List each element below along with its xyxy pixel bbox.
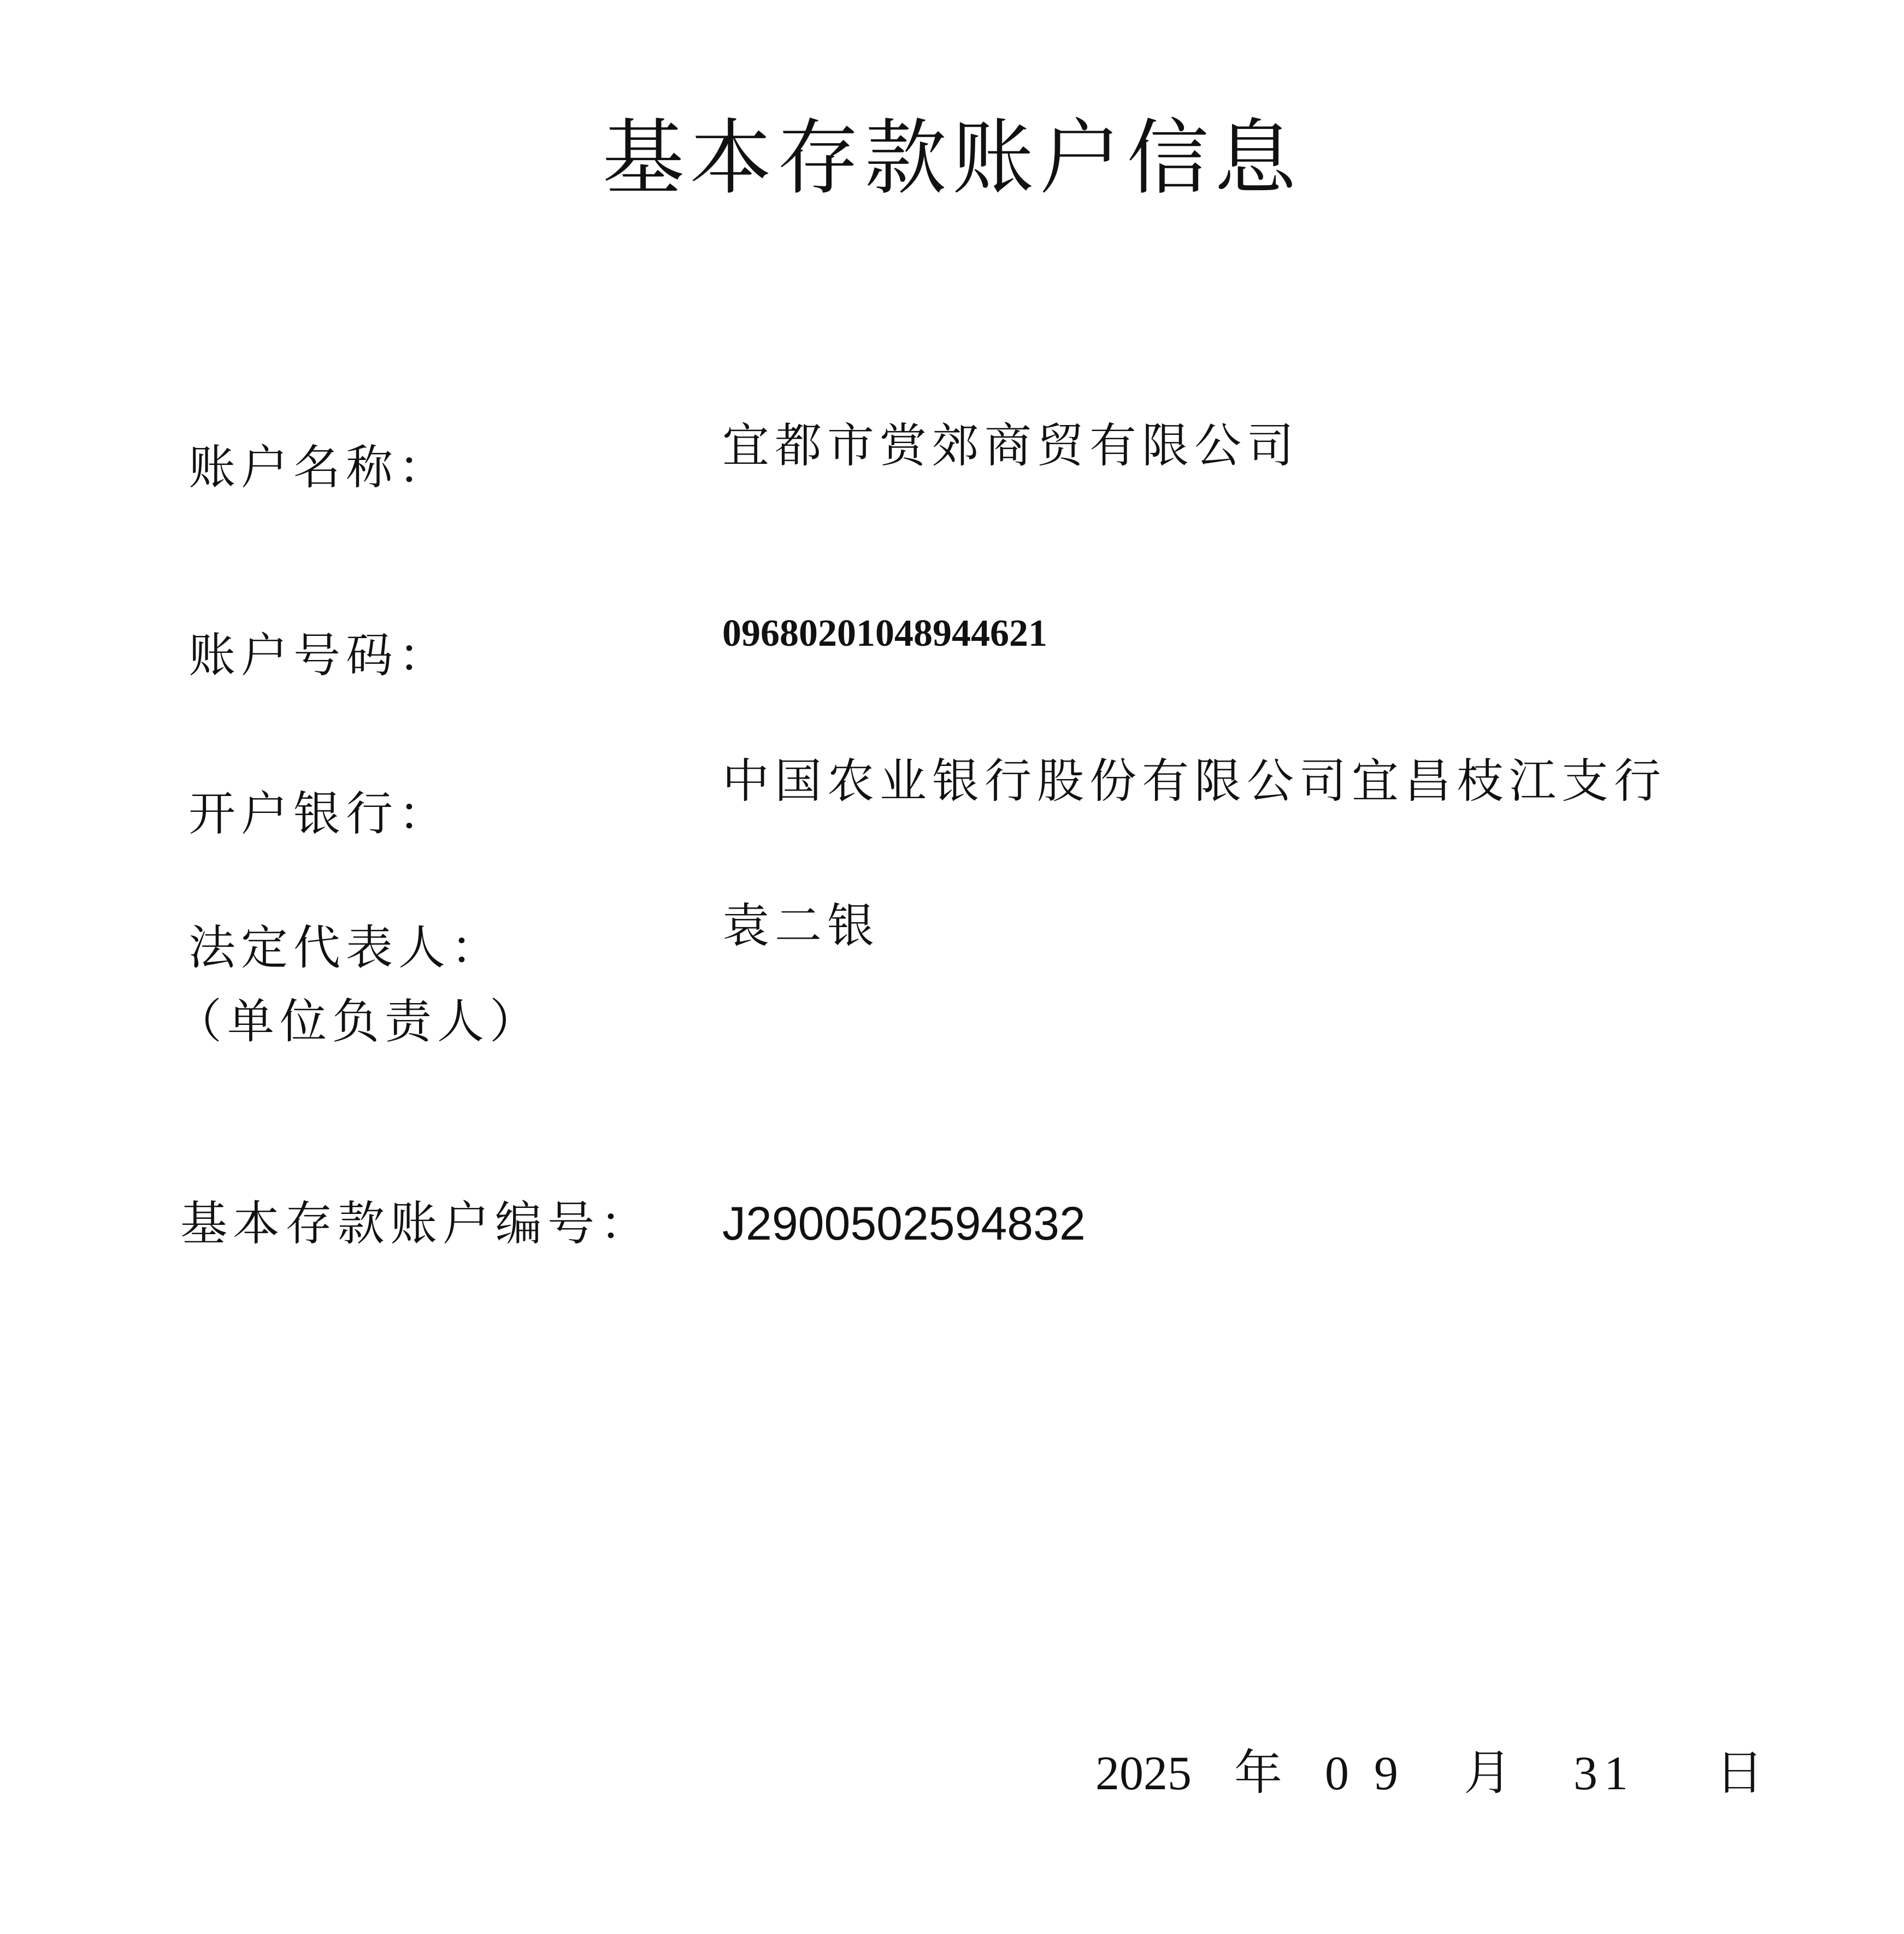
account-number-value: 09680201048944621 xyxy=(722,612,1047,655)
bank-label: 开户银行： xyxy=(188,787,451,841)
bank-value: 中国农业银行股份有限公司宜昌枝江支行 xyxy=(722,754,1666,809)
basic-account-no-label: 基本存款账户编号： xyxy=(180,1196,652,1251)
date-day-unit: 日 xyxy=(1715,1744,1764,1801)
legal-rep-value: 袁二银 xyxy=(722,899,880,953)
account-name-label: 账户名称： xyxy=(188,440,451,495)
issue-date xyxy=(1095,1740,1764,1807)
date-month-unit: 月 xyxy=(1463,1744,1512,1801)
account-number-label: 账户号码： xyxy=(188,628,451,683)
legal-rep-sublabel: （单位负责人） xyxy=(175,994,542,1049)
date-year: 2025 xyxy=(1095,1747,1192,1800)
basic-account-no-value: J2900502594832 xyxy=(722,1198,1086,1250)
legal-rep-label: 法定代表人： xyxy=(188,921,503,975)
account-name-value: 宜都市赏郊商贸有限公司 xyxy=(722,418,1299,473)
page-title: 基本存款账户信息 xyxy=(602,111,1302,206)
date-day: 31 xyxy=(1573,1747,1635,1800)
date-year-unit: 年 xyxy=(1234,1744,1282,1801)
date-month: 0 9 xyxy=(1324,1747,1405,1800)
